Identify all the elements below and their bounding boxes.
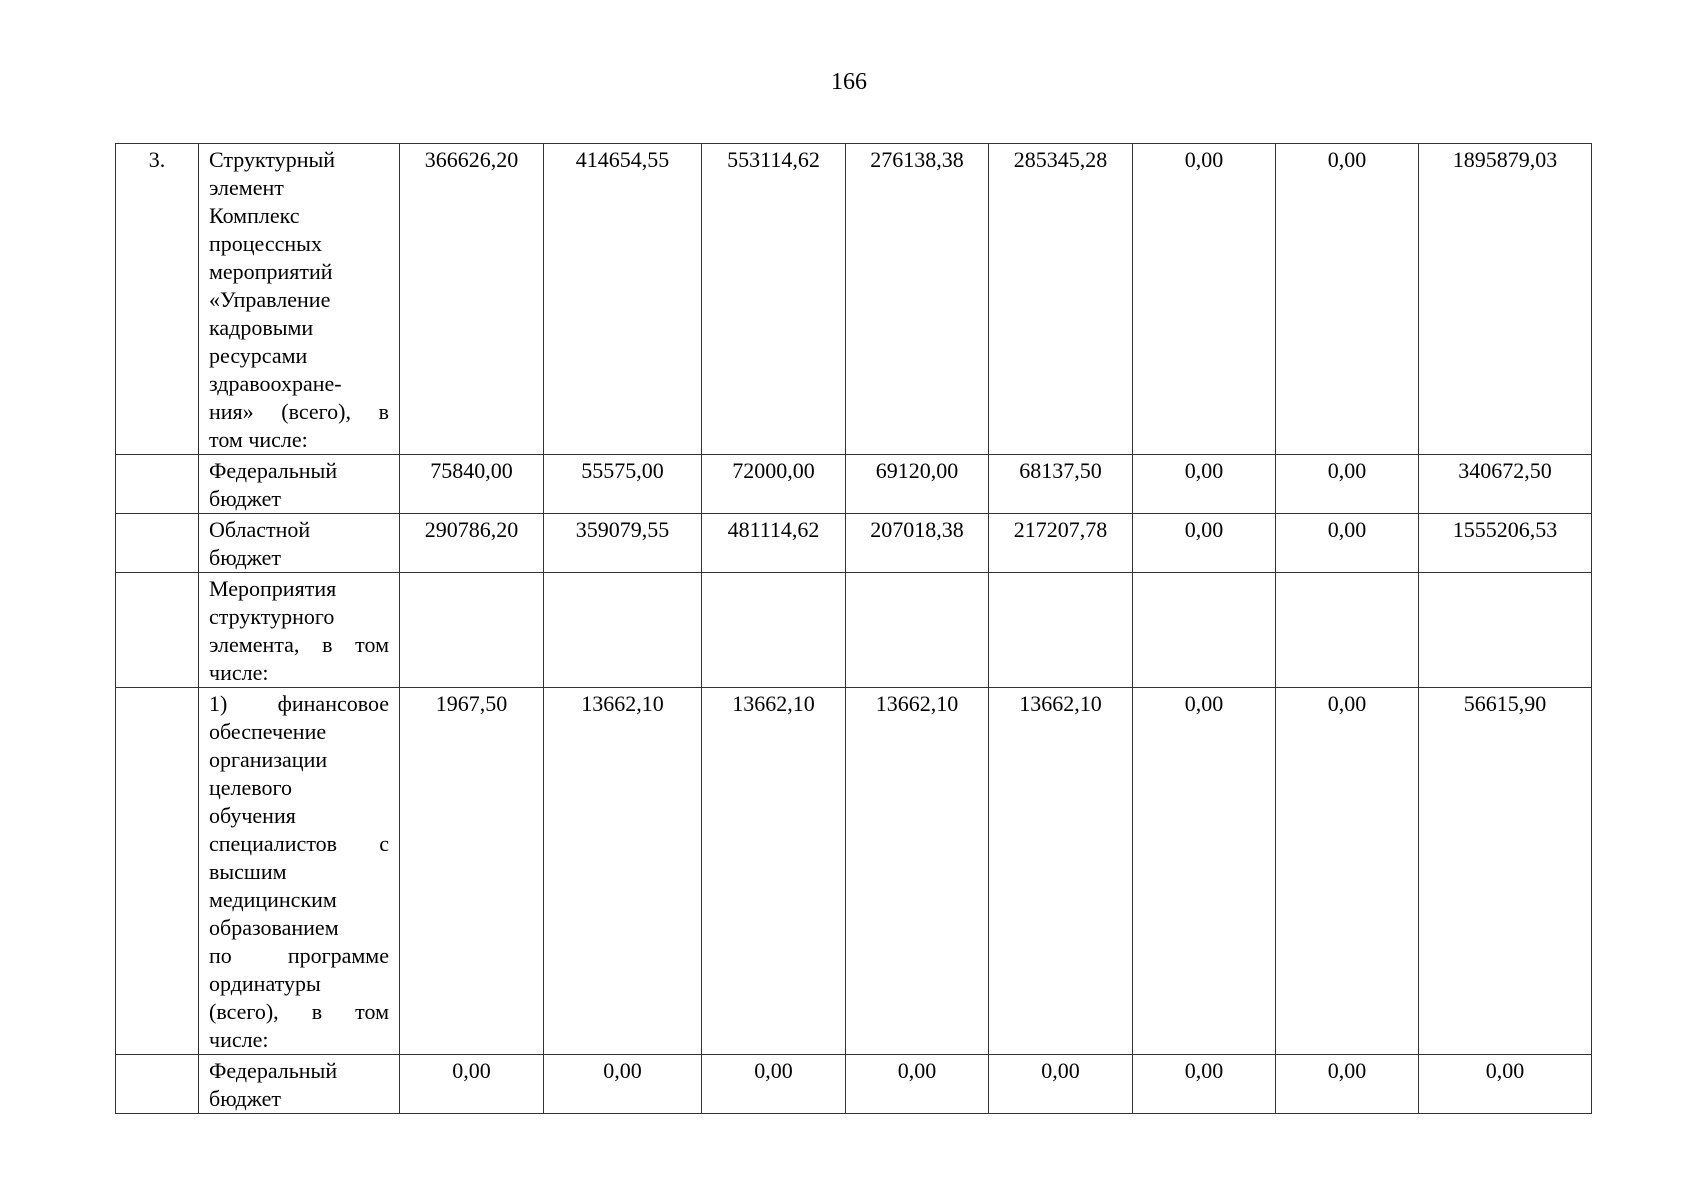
description-word: обеспечение [209,719,327,744]
value-cell: 285345,28 [989,144,1133,455]
row-description [199,144,400,455]
row-number [116,455,199,514]
row-number [116,514,199,573]
description-word: элемент [209,175,284,200]
value-cell [1419,573,1592,688]
description-word: Областной [209,517,311,542]
value-cell [544,573,702,688]
row-description [199,1055,400,1114]
row-description [199,688,400,1055]
row-number [116,1055,199,1114]
description-word: «Управление [209,287,331,312]
table-row [116,688,1592,1055]
value-cell: 0,00 [1133,455,1276,514]
description-word: в [322,632,333,657]
description-line [209,631,389,659]
description-line [209,485,389,513]
description-word: высшим [209,859,287,884]
table-row [116,514,1592,573]
value-cell [702,573,846,688]
value-cell: 0,00 [1133,1055,1276,1114]
value-cell: 359079,55 [544,514,702,573]
value-cell: 0,00 [1133,514,1276,573]
value-cell: 0,00 [1276,514,1419,573]
table-row [116,1055,1592,1114]
description-word: бюджет [209,486,281,511]
description-word: бюджет [209,1086,281,1111]
description-word: элемента, [209,632,300,657]
value-cell: 68137,50 [989,455,1133,514]
description-word: по [209,943,232,968]
row-description [199,455,400,514]
value-cell: 13662,10 [544,688,702,1055]
description-word: здравоохране- [209,371,342,396]
description-line [209,970,389,998]
description-line [209,774,389,802]
description-word: Комплекс [209,203,300,228]
value-cell: 0,00 [702,1055,846,1114]
value-cell: 217207,78 [989,514,1133,573]
value-cell: 0,00 [1276,1055,1419,1114]
description-line [209,603,389,631]
description-line [209,342,389,370]
description-word: кадровыми [209,315,314,340]
table-row [116,144,1592,455]
description-line [209,998,389,1026]
value-cell [846,573,989,688]
description-word: в [378,399,389,424]
row-number: 3. [116,144,199,455]
value-cell: 0,00 [1276,455,1419,514]
value-cell: 69120,00 [846,455,989,514]
description-line [209,690,389,718]
description-line [209,398,389,426]
description-line [209,516,389,544]
description-word: ресурсами [209,343,308,368]
description-line [209,1057,389,1085]
description-line [209,858,389,886]
value-cell: 0,00 [1133,144,1276,455]
value-cell: 0,00 [544,1055,702,1114]
description-word: Мероприятия [209,576,337,601]
value-cell: 276138,38 [846,144,989,455]
value-cell: 72000,00 [702,455,846,514]
description-word: Структурный [209,147,336,172]
value-cell: 13662,10 [989,688,1133,1055]
description-word: 1) [209,691,228,716]
row-number [116,688,199,1055]
description-line [209,314,389,342]
description-word: образованием [209,915,339,940]
description-word: программе [287,943,389,968]
description-word: финансовое [277,691,389,716]
table-body [116,144,1592,1114]
description-word: медицинским [209,887,337,912]
table-row [116,573,1592,688]
description-line [209,174,389,202]
description-line [209,457,389,485]
value-cell: 414654,55 [544,144,702,455]
value-cell: 1555206,53 [1419,514,1592,573]
description-line [209,718,389,746]
value-cell [1133,573,1276,688]
description-word: структурного [209,604,335,629]
value-cell [1276,573,1419,688]
description-word: том [355,632,389,657]
description-line [209,370,389,398]
description-line [209,202,389,230]
description-line [209,1085,389,1113]
value-cell: 0,00 [846,1055,989,1114]
description-word: ординатуры [209,971,321,996]
value-cell [400,573,544,688]
description-word: ния» [209,399,254,424]
value-cell: 55575,00 [544,455,702,514]
value-cell: 0,00 [400,1055,544,1114]
description-word: (всего), [281,399,351,424]
description-word: целевого [209,775,292,800]
value-cell: 1967,50 [400,688,544,1055]
description-line [209,286,389,314]
value-cell: 0,00 [1419,1055,1592,1114]
value-cell: 1895879,03 [1419,144,1592,455]
description-word: организации [209,747,328,772]
description-word: (всего), [209,999,279,1024]
value-cell: 75840,00 [400,455,544,514]
description-word: том [355,999,389,1024]
description-line [209,942,389,970]
description-line [209,914,389,942]
value-cell: 56615,90 [1419,688,1592,1055]
description-word: процессных [209,231,322,256]
description-word: обучения [209,803,296,828]
budget-table [115,143,1592,1114]
value-cell: 481114,62 [702,514,846,573]
description-line [209,146,389,174]
description-word: числе: [209,1027,269,1052]
description-word: в [311,999,323,1024]
value-cell: 207018,38 [846,514,989,573]
value-cell: 366626,20 [400,144,544,455]
row-description [199,573,400,688]
value-cell: 0,00 [1276,144,1419,455]
description-word: числе: [209,660,269,685]
description-line [209,258,389,286]
table-row [116,455,1592,514]
description-word: бюджет [209,545,281,570]
description-word: Федеральный [209,458,338,483]
value-cell: 290786,20 [400,514,544,573]
page-number: 166 [831,69,867,95]
value-cell: 0,00 [989,1055,1133,1114]
value-cell: 0,00 [1133,688,1276,1055]
description-line [209,575,389,603]
value-cell: 553114,62 [702,144,846,455]
description-line [209,230,389,258]
description-word: том числе: [209,427,308,452]
value-cell: 13662,10 [846,688,989,1055]
description-line [209,746,389,774]
description-line [209,886,389,914]
description-line [209,544,389,572]
description-word: с [379,831,389,856]
description-line [209,659,389,687]
value-cell: 0,00 [1276,688,1419,1055]
description-word: Федеральный [209,1058,338,1083]
value-cell: 340672,50 [1419,455,1592,514]
description-line [209,802,389,830]
value-cell: 13662,10 [702,688,846,1055]
row-number [116,573,199,688]
description-word: специалистов [209,831,338,856]
description-line [209,830,389,858]
row-description [199,514,400,573]
description-line [209,426,389,454]
description-line [209,1026,389,1054]
description-word: мероприятий [209,259,333,284]
value-cell [989,573,1133,688]
